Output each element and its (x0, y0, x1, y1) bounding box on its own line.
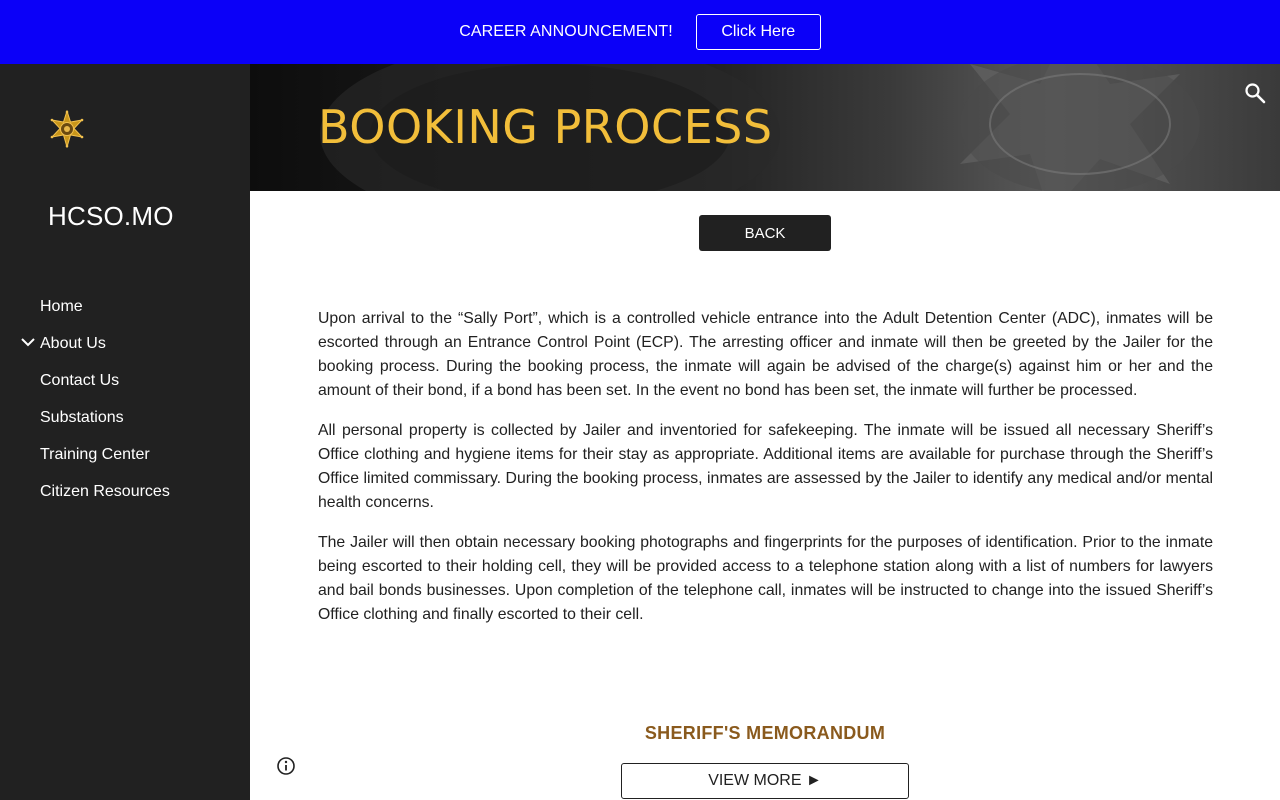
hero-banner (250, 64, 1280, 191)
sidebar-item-substations[interactable] (0, 399, 250, 436)
search-icon[interactable] (1244, 82, 1266, 104)
booking-process-text (318, 307, 1213, 643)
page-title: BOOKING PROCESS (318, 100, 773, 154)
back-button[interactable]: BACK (699, 215, 831, 251)
sidebar-item-label: Training Center (40, 445, 150, 463)
paragraph-arrival: Upon arrival to the “Sally Port”, which is a controlled vehicle entrance into the Adult Detention Center (ADC), inmates will be escorted through an Entrance Control Point (ECP). The arresting officer and inmate will then be greeted by the Jailer for the booking process. During the booking process, the inmate will again be advised of the charge(s) against him or her and the amount of their bond, if a bond has been set. In the event no bond has been set, the inmate will further be processed. (318, 310, 1213, 399)
career-click-here-button[interactable]: Click Here (696, 14, 821, 50)
chevron-down-icon[interactable] (20, 337, 36, 349)
sidebar-item-training-center[interactable] (0, 436, 250, 473)
info-icon[interactable] (276, 756, 296, 776)
sidebar-item-about-us[interactable] (0, 325, 250, 362)
sheriff-star-icon[interactable] (48, 110, 86, 148)
memorandum-heading (0, 723, 1280, 744)
sidebar-item-citizen-resources[interactable] (0, 473, 250, 510)
sidebar-item-home[interactable] (0, 288, 250, 325)
announcement-text: CAREER ANNOUNCEMENT! (459, 23, 673, 40)
sidebar-item-label: Citizen Resources (40, 482, 170, 500)
sidebar-item-label: Substations (40, 408, 124, 426)
paragraph-identification: The Jailer will then obtain necessary booking photographs and fingerprints for the purposes of identification. Prior to the inmate being escorted to their holding cell, they will be provided access to a telephone station along with a list of numbers for lawyers and bail bonds businesses. Upon completion of the telephone call, inmates will be instructed to change into the issued Sheriff’s Office clothing and finally escorted to their cell. (318, 534, 1213, 623)
sidebar (0, 64, 250, 800)
view-more-button[interactable]: VIEW MORE ► (621, 763, 909, 799)
memorandum-heading-text: SHERIFF'S MEMORANDUM (644, 723, 886, 743)
paragraph-property: All personal property is collected by Jailer and inventoried for safekeeping. The inmate will be issued all necessary Sheriff’s Office clothing and hygiene items for their stay as appropriate. Additional items are available for purchase through the Sheriff’s Office limited commissary. During the booking process, inmates are assessed by the Jailer to identify any medical and/or mental health concerns. (318, 422, 1213, 511)
sidebar-nav (0, 288, 250, 510)
sidebar-item-label: Contact Us (40, 371, 120, 389)
sidebar-item-contact-us[interactable] (0, 362, 250, 399)
site-title[interactable]: HCSO.MO (48, 201, 174, 231)
sidebar-item-label: About Us (40, 334, 106, 352)
sidebar-item-label: Home (40, 297, 83, 315)
announcement-bar (0, 0, 1280, 64)
